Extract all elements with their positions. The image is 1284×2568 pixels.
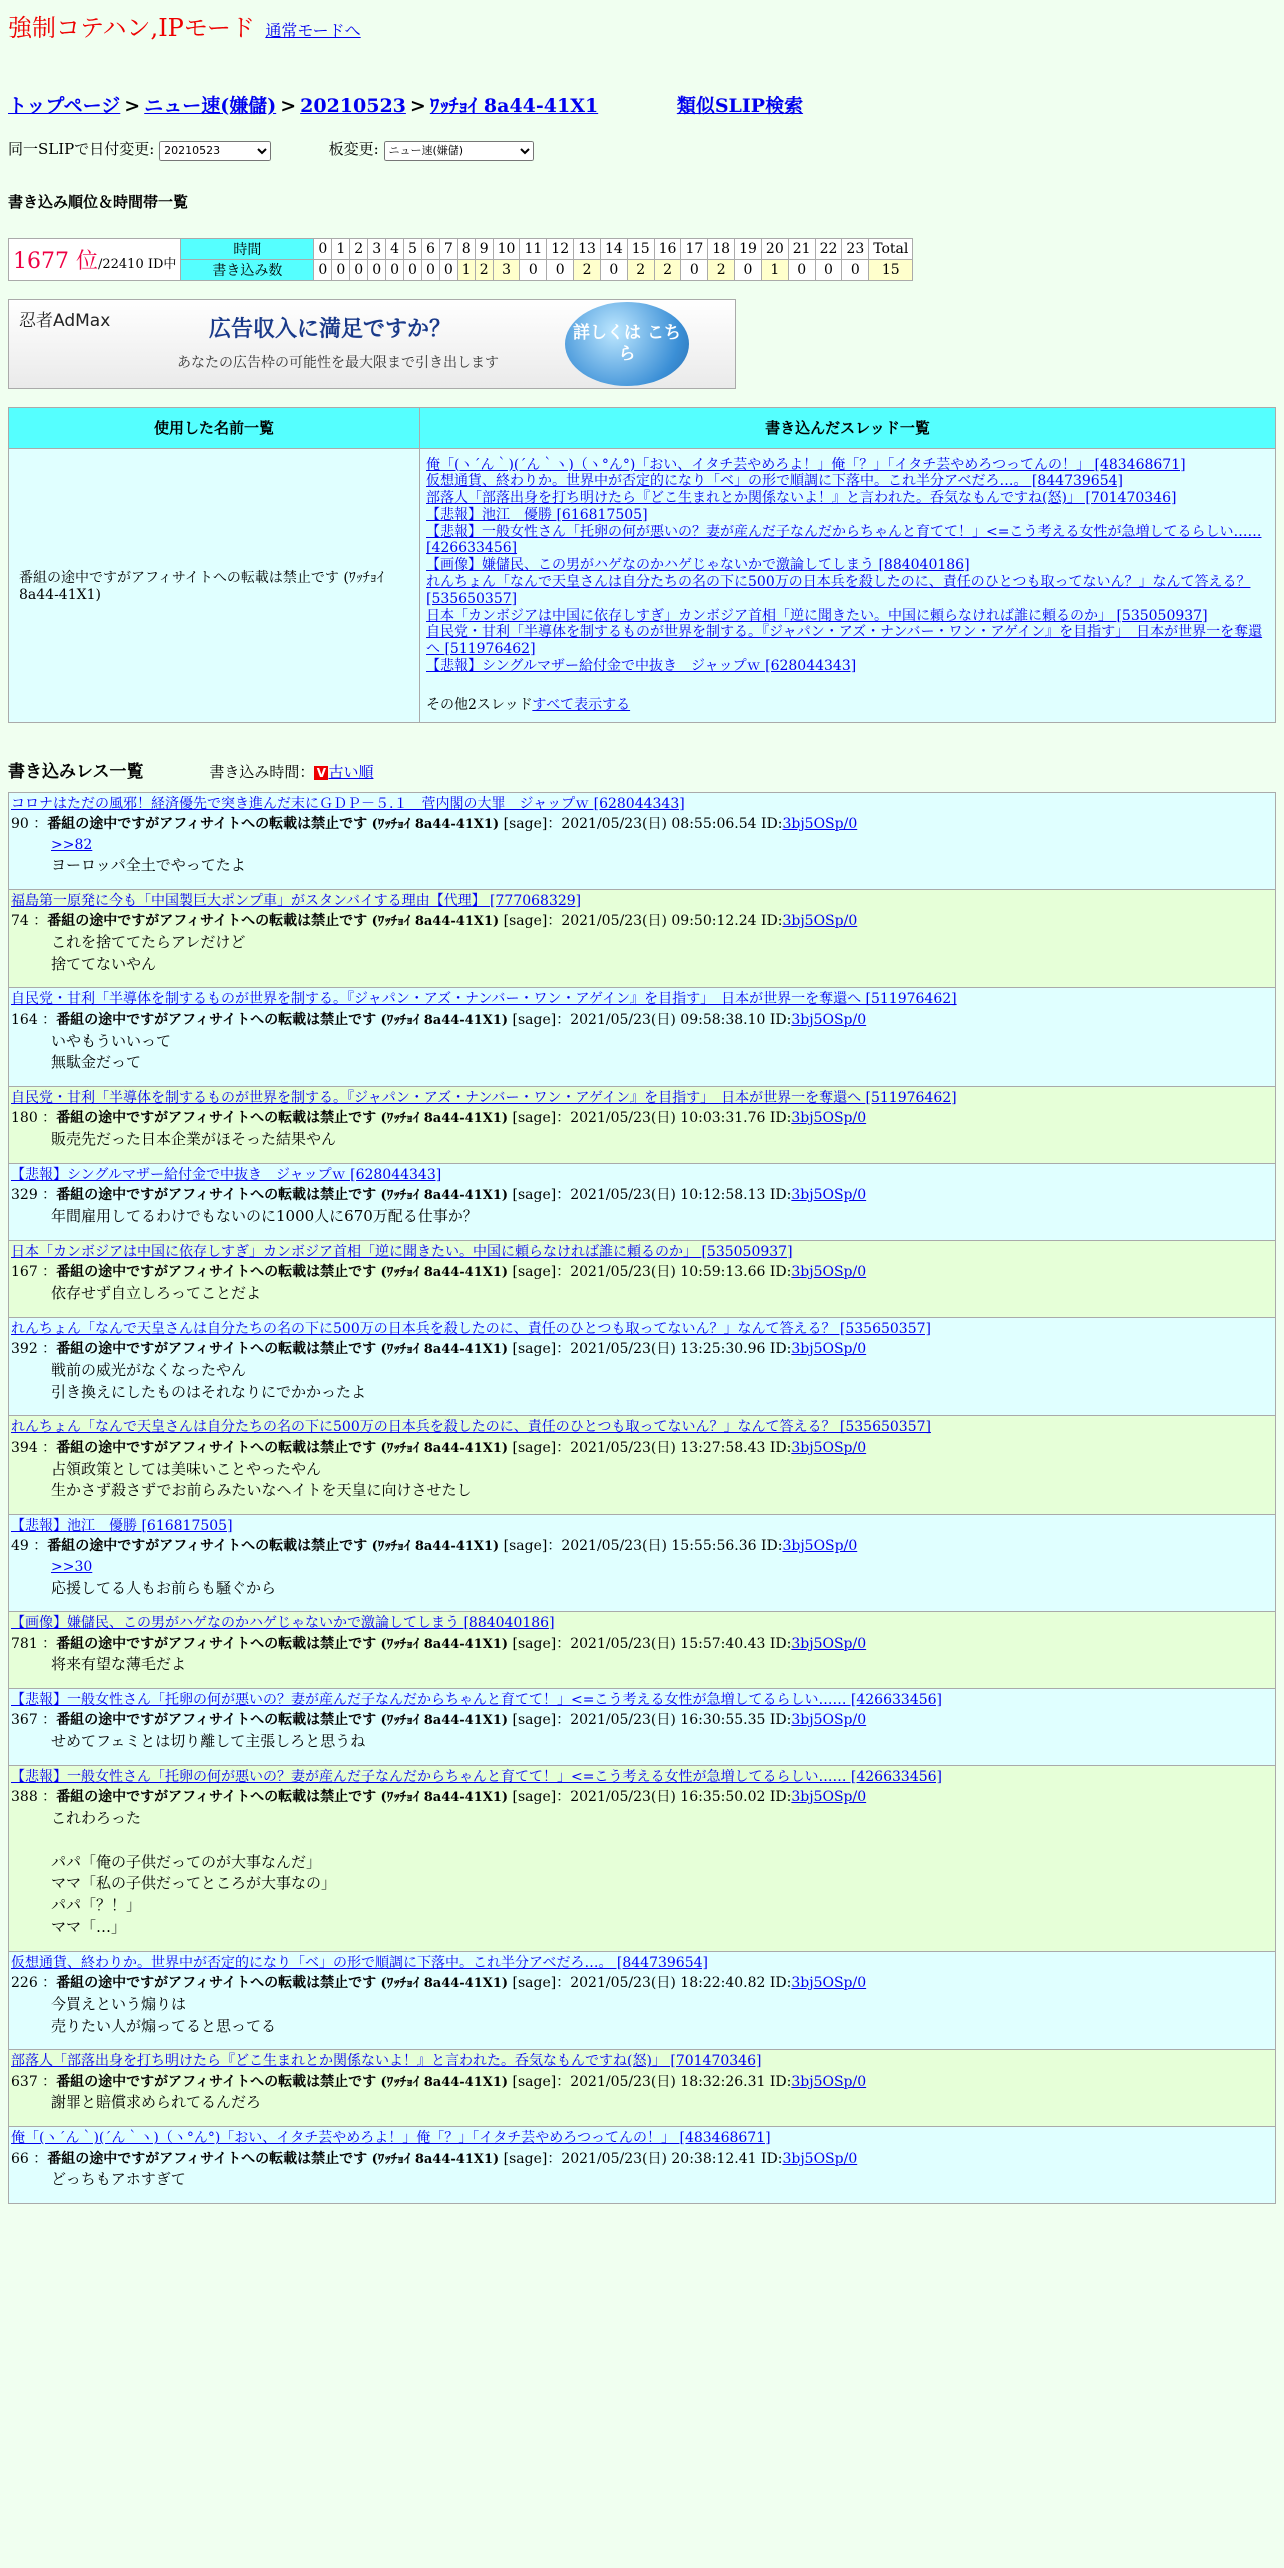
post-date: 2021/05/23(日) 10:59:13.66	[570, 1264, 766, 1281]
rank-cell	[9, 238, 181, 280]
post-number: 226	[11, 1974, 38, 1991]
post-meta: 394 ：番組の途中ですがアフィサイトへの転載は禁止です (ﾜｯﾁｮｲ 8a44-41X1) [sage]：2021/05/23(日) 13:27:58.43 ID:3bj5OSp/0	[11, 1439, 867, 1456]
post-mail: [sage]	[503, 815, 548, 832]
post-thread-link[interactable]: 部落人「部落出身を打ち明けたら『どこ生まれとか関係ないよ！』と言われた。呑気なもんですね(怒)」 [701470346]	[11, 2053, 762, 2070]
post-number: 49	[11, 1538, 29, 1555]
post-mail: [sage]	[512, 1439, 557, 1456]
thread-link[interactable]: 自民党・甘利「半導体を制するものが世界を制する。『ジャパン・アズ・ナンバー・ワン・アゲイン』を目指す」 日本が世界一を奪還へ [511976462]	[426, 624, 1263, 658]
post-trip: (ﾜｯﾁｮｲ 8a44-41X1)	[380, 1012, 509, 1028]
count-cell: 0	[600, 259, 627, 280]
post-trip: (ﾜｯﾁｮｲ 8a44-41X1)	[380, 1342, 509, 1358]
post-author-name: 番組の途中ですがアフィサイトへの転載は禁止です	[47, 1538, 368, 1555]
post-item	[9, 2050, 1275, 2127]
post-trip: (ﾜｯﾁｮｲ 8a44-41X1)	[380, 1188, 509, 1204]
post-date: 2021/05/23(日) 13:27:58.43	[570, 1439, 766, 1456]
hour-cell: 6	[421, 238, 439, 259]
post-author-name: 番組の途中ですがアフィサイトへの転載は禁止です	[56, 1712, 377, 1729]
hour-cell: 20	[761, 238, 788, 259]
hour-cell: 2	[350, 238, 368, 259]
posts-heading	[8, 757, 1276, 782]
count-cell: 0	[314, 259, 332, 280]
post-item	[9, 793, 1275, 890]
post-id-link[interactable]: 3bj5OSp/0	[791, 1439, 867, 1456]
rank-heading: 書き込み順位＆時間帯一覧	[8, 192, 189, 211]
post-thread-link[interactable]: れんちょん「なんで天皇さんは自分たちの名の下に500万の日本兵を殺したのに、責任のひとつも取ってないん？」なんて答える？ [535650357]	[11, 1320, 931, 1337]
count-cell: 1	[457, 259, 475, 280]
post-author-name: 番組の途中ですがアフィサイトへの転載は禁止です	[56, 1264, 377, 1281]
used-name: 番組の途中ですがアフィサイトへの転載は禁止です (ﾜｯﾁｮｲ 8a44-41X1)	[9, 448, 420, 722]
post-trip: (ﾜｯﾁｮｲ 8a44-41X1)	[380, 1713, 509, 1729]
post-item	[9, 1318, 1275, 1417]
show-all-threads-link[interactable]: すべて表示する	[532, 696, 631, 713]
post-number: 66	[11, 2150, 29, 2167]
post-body: これわろった パパ「俺の子供だってのが大事なんだ」 ママ「私の子供だってところが大事なの」 パパ「？！」 ママ「…」	[51, 1809, 337, 1936]
count-cell: 0	[788, 259, 815, 280]
post-id-link[interactable]: 3bj5OSp/0	[791, 1110, 867, 1127]
hour-cell: 8	[457, 238, 475, 259]
sort-down-icon[interactable]: V	[314, 766, 328, 780]
post-item	[9, 1416, 1275, 1515]
page-header	[8, 8, 1276, 43]
post-item	[9, 1241, 1275, 1318]
post-number: 388	[11, 1789, 38, 1806]
post-id-link[interactable]: 3bj5OSp/0	[791, 1341, 867, 1358]
post-id-link[interactable]: 3bj5OSp/0	[782, 1538, 858, 1555]
post-meta: 164 ：番組の途中ですがアフィサイトへの転載は禁止です (ﾜｯﾁｮｲ 8a44-41X1) [sage]：2021/05/23(日) 09:58:38.10 ID:3bj5OSp/0	[11, 1011, 867, 1028]
post-item	[9, 1612, 1275, 1689]
post-reply-anchor[interactable]: >>30	[51, 1559, 93, 1576]
post-meta: 49 ：番組の途中ですがアフィサイトへの転載は禁止です (ﾜｯﾁｮｲ 8a44-41X1) [sage]：2021/05/23(日) 15:55:56.36 ID:3bj5OSp/0	[11, 1538, 858, 1555]
hours-label: 時間	[181, 238, 314, 259]
post-trip: (ﾜｯﾁｮｲ 8a44-41X1)	[380, 1111, 509, 1127]
hour-cell: 13	[574, 238, 601, 259]
post-body: 販売先だった日本企業がほそった結果やん	[51, 1130, 337, 1149]
posts-heading-title: 書き込みレス一覧	[8, 761, 144, 782]
post-body: ヨーロッパ全土でやってたよ	[51, 856, 246, 875]
post-number: 781	[11, 1635, 38, 1652]
post-author-name: 番組の途中ですがアフィサイトへの転載は禁止です	[47, 815, 368, 832]
post-trip: (ﾜｯﾁｮｲ 8a44-41X1)	[371, 914, 500, 930]
post-item	[9, 988, 1275, 1087]
normal-mode-link[interactable]: 通常モードへ	[265, 21, 361, 40]
post-thread-link[interactable]: 日本「カンボジアは中国に依存しすぎ」カンボジア首相「逆に聞きたい。中国に頼らなければ誰に頼るのか」 [535050937]	[11, 1243, 793, 1260]
post-meta: 781 ：番組の途中ですがアフィサイトへの転載は禁止です (ﾜｯﾁｮｲ 8a44-41X1) [sage]：2021/05/23(日) 15:57:40.43 ID:3bj5OSp/0	[11, 1635, 867, 1652]
threads-header: 書き込んだスレッド一覧	[420, 407, 1276, 448]
post-id-link[interactable]: 3bj5OSp/0	[791, 2073, 867, 2090]
post-trip: (ﾜｯﾁｮｲ 8a44-41X1)	[380, 1440, 509, 1456]
hour-cell: 4	[386, 238, 404, 259]
ad-details-button[interactable]: 詳しくは こちら	[565, 302, 689, 386]
post-trip: (ﾜｯﾁｮｲ 8a44-41X1)	[371, 816, 500, 832]
post-author-name: 番組の途中ですがアフィサイトへの転載は禁止です	[56, 1974, 377, 1991]
count-cell: 0	[815, 259, 842, 280]
post-body: 依存せず自立しろってことだよ	[51, 1284, 262, 1303]
posts-list	[8, 792, 1276, 2204]
hour-cell: 21	[788, 238, 815, 259]
post-date: 2021/05/23(日) 15:55:56.36	[561, 1538, 757, 1555]
post-meta: 90 ：番組の途中ですがアフィサイトへの転載は禁止です (ﾜｯﾁｮｲ 8a44-41X1) [sage]：2021/05/23(日) 08:55:06.54 ID:3bj5OSp/0	[11, 815, 858, 832]
post-number: 180	[11, 1110, 38, 1127]
post-body: せめてフェミとは切り離して主張しろと思うね	[51, 1732, 366, 1751]
post-id-link[interactable]: 3bj5OSp/0	[791, 1789, 867, 1806]
hour-cell: 17	[681, 238, 708, 259]
ad-subtext: あなたの広告枠の可能性を最大限まで引き出します	[177, 354, 499, 371]
post-number: 164	[11, 1011, 38, 1028]
count-cell: 0	[681, 259, 708, 280]
hour-cell: 19	[735, 238, 762, 259]
post-thread-link[interactable]: 【悲報】一般女性さん「托卵の何が悪いの？妻が産んだ子なんだからちゃんと育てて！」<=こう考える女性が急増してるらしい…… [426633456]	[11, 1692, 942, 1709]
post-thread-link[interactable]: 【画像】嫌儲民、この男がハゲなのかハゲじゃないかで激論してしまう [884040186]	[11, 1615, 555, 1632]
thread-link[interactable]: 仮想通貨、終わりか。世界中が否定的になり「ベ」の形で順調に下落中。これ半分アベだろ…。 [844739654]	[426, 473, 1123, 490]
post-mail: [sage]	[512, 1011, 557, 1028]
post-number: 329	[11, 1187, 38, 1204]
count-cell: 0	[439, 259, 457, 280]
post-body: 謝罪と賠償求められてるんだろ	[51, 2093, 262, 2112]
post-meta: 367 ：番組の途中ですがアフィサイトへの転載は禁止です (ﾜｯﾁｮｲ 8a44-41X1) [sage]：2021/05/23(日) 16:30:55.35 ID:3bj5OSp/0	[11, 1712, 867, 1729]
breadcrumb-separator: >	[124, 95, 141, 117]
count-cell: 0	[520, 259, 547, 280]
post-body: 戦前の威光がなくなったやん 引き換えにしたものはそれなりにでかかったよ	[51, 1360, 367, 1401]
post-meta: 167 ：番組の途中ですがアフィサイトへの転載は禁止です (ﾜｯﾁｮｲ 8a44-41X1) [sage]：2021/05/23(日) 10:59:13.66 ID:3bj5OSp/0	[11, 1264, 867, 1281]
post-id-link[interactable]: 3bj5OSp/0	[791, 1712, 867, 1729]
post-time-label: 書き込み時間：	[209, 762, 315, 781]
post-mail: [sage]	[503, 2150, 548, 2167]
count-cell: 0	[386, 259, 404, 280]
thread-link[interactable]: 日本「カンボジアは中国に依存しすぎ」カンボジア首相「逆に聞きたい。中国に頼らなければ誰に頼るのか」 [535050937]	[426, 607, 1208, 624]
post-mail: [sage]	[512, 1789, 557, 1806]
post-author-name: 番組の途中ですがアフィサイトへの転載は禁止です	[56, 1187, 377, 1204]
breadcrumb-slip-link[interactable]: ﾜｯﾁｮｲ 8a44-41X1	[429, 95, 599, 117]
post-id-link[interactable]: 3bj5OSp/0	[791, 1264, 867, 1281]
post-number: 637	[11, 2073, 38, 2090]
post-author-name: 番組の途中ですがアフィサイトへの転載は禁止です	[47, 2150, 368, 2167]
post-date: 2021/05/23(日) 08:55:06.54	[561, 815, 757, 832]
post-trip: (ﾜｯﾁｮｲ 8a44-41X1)	[380, 2074, 509, 2090]
post-item	[9, 890, 1275, 989]
post-trip: (ﾜｯﾁｮｲ 8a44-41X1)	[371, 2151, 500, 2167]
post-thread-link[interactable]: 【悲報】一般女性さん「托卵の何が悪いの？妻が産んだ子なんだからちゃんと育てて！」<=こう考える女性が急増してるらしい…… [426633456]	[11, 1769, 942, 1786]
post-mail: [sage]	[512, 1635, 557, 1652]
post-thread-link[interactable]: 【悲報】池江 優勝 [616817505]	[11, 1518, 233, 1535]
post-date: 2021/05/23(日) 16:30:55.35	[570, 1712, 766, 1729]
count-cell: 0	[842, 259, 869, 280]
post-thread-link[interactable]: れんちょん「なんで天皇さんは自分たちの名の下に500万の日本兵を殺したのに、責任のひとつも取ってないん？」なんて答える？ [535650357]	[11, 1419, 931, 1436]
post-item	[9, 1766, 1275, 1952]
post-date: 2021/05/23(日) 18:32:26.31	[570, 2073, 766, 2090]
count-cell: 0	[368, 259, 386, 280]
post-body: 将来有望な薄毛だよ	[51, 1655, 187, 1674]
post-item	[9, 1689, 1275, 1766]
post-number: 392	[11, 1341, 38, 1358]
post-body: 占領政策としては美味いことやったやん 生かさず殺さずでお前らみたいなヘイトを天皇に向けさせたし	[51, 1459, 472, 1500]
post-thread-link[interactable]: 俺「(ヽ´ん｀)(´ん｀ヽ)（ヽ°ん°)「おい、イタチ芸やめろよ！」俺「？」「イタチ芸やめろつってんの！」 [483468671]	[11, 2130, 771, 2147]
post-author-name: 番組の途中ですがアフィサイトへの転載は禁止です	[47, 913, 368, 930]
post-author-name: 番組の途中ですがアフィサイトへの転載は禁止です	[56, 1110, 377, 1127]
post-thread-link[interactable]: 【悲報】シングルマザー給付金で中抜き ジャップｗ [628044343]	[11, 1167, 442, 1184]
post-item	[9, 1164, 1275, 1241]
breadcrumb-separator: >	[280, 95, 297, 117]
hour-cell: 23	[842, 238, 869, 259]
post-meta: 66 ：番組の途中ですがアフィサイトへの転載は禁止です (ﾜｯﾁｮｲ 8a44-41X1) [sage]：2021/05/23(日) 20:38:12.41 ID:3bj5OSp/0	[11, 2150, 858, 2167]
thread-link[interactable]: 部落人「部落出身を打ち明けたら『どこ生まれとか関係ないよ！』と言われた。呑気なもんですね(怒)」 [701470346]	[426, 490, 1177, 507]
post-date: 2021/05/23(日) 10:03:31.76	[570, 1110, 766, 1127]
post-id-link[interactable]: 3bj5OSp/0	[782, 815, 858, 832]
page-title: 強制コテハン,IPモード	[8, 14, 255, 42]
post-id-link[interactable]: 3bj5OSp/0	[791, 1635, 867, 1652]
date-select-label: 同一SLIPで日付変更:	[8, 140, 155, 158]
ad-headline: 広告収入に満足ですか？	[209, 316, 452, 342]
post-date: 2021/05/23(日) 09:58:38.10	[570, 1011, 766, 1028]
count-cell: 0	[547, 259, 574, 280]
board-select[interactable]	[384, 141, 534, 161]
post-date: 2021/05/23(日) 18:22:40.82	[570, 1974, 766, 1991]
post-author-name: 番組の途中ですがアフィサイトへの転載は禁止です	[56, 1341, 377, 1358]
ad-banner[interactable]	[8, 299, 736, 389]
post-author-name: 番組の途中ですがアフィサイトへの転載は禁止です	[56, 1011, 377, 1028]
count-total: 15	[869, 259, 913, 280]
post-date: 2021/05/23(日) 13:25:30.96	[570, 1341, 766, 1358]
post-body: これを捨ててたらアレだけど 捨ててないやん	[51, 932, 246, 973]
post-mail: [sage]	[512, 1974, 557, 1991]
count-cell: 3	[493, 259, 520, 280]
post-number: 90	[11, 815, 29, 832]
post-body: 応援してる人もお前らも騒ぐから	[51, 1578, 277, 1597]
count-cell: 0	[735, 259, 762, 280]
post-mail: [sage]	[512, 1187, 557, 1204]
hour-cell: 15	[627, 238, 654, 259]
hour-cell: 22	[815, 238, 842, 259]
count-cell: 0	[350, 259, 368, 280]
post-author-name: 番組の途中ですがアフィサイトへの転載は禁止です	[56, 1439, 377, 1456]
post-thread-link[interactable]: 自民党・甘利「半導体を制するものが世界を制する。『ジャパン・アズ・ナンバー・ワン・アゲイン』を目指す」 日本が世界一を奪還へ [511976462]	[11, 991, 957, 1008]
count-cell: 1	[761, 259, 788, 280]
thread-link[interactable]: 俺「(ヽ´ん｀)(´ん｀ヽ)（ヽ°ん°)「おい、イタチ芸やめろよ！」俺「？」「イタチ芸やめろつってんの！」 [483468671]	[426, 456, 1186, 473]
post-mail: [sage]	[512, 2073, 557, 2090]
post-reply-anchor[interactable]: >>82	[51, 836, 93, 853]
ad-brand-logo: 忍者AdMax	[19, 310, 111, 331]
thread-link[interactable]: れんちょん「なんで天皇さんは自分たちの名の下に500万の日本兵を殺したのに、責任のひとつも取ってないん？」なんて答える？ [535650357]	[426, 574, 1251, 607]
post-meta: 392 ：番組の途中ですがアフィサイトへの転載は禁止です (ﾜｯﾁｮｲ 8a44-41X1) [sage]：2021/05/23(日) 13:25:30.96 ID:3bj5OSp/0	[11, 1341, 867, 1358]
post-author-name: 番組の途中ですがアフィサイトへの転載は禁止です	[56, 1635, 377, 1652]
post-trip: (ﾜｯﾁｮｲ 8a44-41X1)	[380, 1636, 509, 1652]
hour-cell: 1	[332, 238, 350, 259]
post-thread-link[interactable]: コロナはただの風邪！経済優先で突き進んだ末にＧＤＰ－５.１ 菅内閣の大罪 ジャップｗ [628044343]	[11, 795, 685, 812]
post-id-link[interactable]: 3bj5OSp/0	[791, 1974, 867, 1991]
post-date: 2021/05/23(日) 10:12:58.13	[570, 1187, 766, 1204]
thread-link[interactable]: 【画像】嫌儲民、この男がハゲなのかハゲじゃないかで激論してしまう [884040186]	[426, 557, 970, 574]
rank-number: 1677 位	[13, 248, 98, 274]
hour-cell: 18	[708, 238, 735, 259]
post-item	[9, 2127, 1275, 2203]
post-thread-link[interactable]: 自民党・甘利「半導体を制するものが世界を制する。『ジャパン・アズ・ナンバー・ワン・アゲイン』を目指す」 日本が世界一を奪還へ [511976462]	[11, 1090, 957, 1107]
breadcrumb-board-link[interactable]: ニュー速(嫌儲)	[144, 95, 277, 117]
rank-table	[8, 238, 913, 281]
post-body: いやもういいって 無駄金だって	[51, 1031, 172, 1072]
hour-cell: 16	[654, 238, 681, 259]
hour-cell: 7	[439, 238, 457, 259]
names-header: 使用した名前一覧	[9, 407, 420, 448]
count-cell: 2	[708, 259, 735, 280]
hour-cell: 14	[600, 238, 627, 259]
breadcrumb-date-link[interactable]: 20210523	[300, 95, 406, 117]
count-cell: 0	[421, 259, 439, 280]
count-cell: 2	[654, 259, 681, 280]
post-date: 2021/05/23(日) 09:50:12.24	[561, 913, 757, 930]
post-date: 2021/05/23(日) 15:57:40.43	[570, 1635, 766, 1652]
count-cell: 2	[574, 259, 601, 280]
post-meta: 180 ：番組の途中ですがアフィサイトへの転載は禁止です (ﾜｯﾁｮｲ 8a44-41X1) [sage]：2021/05/23(日) 10:03:31.76 ID:3bj5OSp/0	[11, 1110, 867, 1127]
post-number: 167	[11, 1264, 38, 1281]
date-select[interactable]	[159, 141, 271, 161]
post-number: 367	[11, 1712, 38, 1729]
post-mail: [sage]	[503, 1538, 548, 1555]
names-threads-table	[8, 407, 1276, 723]
rank-total: /22410 ID中	[97, 256, 177, 272]
count-cell: 2	[627, 259, 654, 280]
more-threads	[426, 697, 1269, 714]
more-threads-label: その他2スレッド	[426, 696, 533, 713]
post-thread-link[interactable]: 仮想通貨、終わりか。世界中が否定的になり「ベ」の形で順調に下落中。これ半分アベだろ…。 [844739654]	[11, 1954, 708, 1971]
hour-total-label: Total	[869, 238, 913, 259]
post-body: どっちもアホすぎて	[51, 2170, 186, 2189]
post-meta: 637 ：番組の途中ですがアフィサイトへの転載は禁止です (ﾜｯﾁｮｲ 8a44-41X1) [sage]：2021/05/23(日) 18:32:26.31 ID:3bj5OSp/0	[11, 2073, 867, 2090]
post-author-name: 番組の途中ですがアフィサイトへの転載は禁止です	[56, 2073, 377, 2090]
count-cell: 0	[332, 259, 350, 280]
post-body: 今買えという煽りは 売りたい人が煽ってると思ってる	[51, 1994, 277, 2035]
board-select-label: 板変更:	[328, 140, 379, 158]
count-cell: 2	[475, 259, 493, 280]
thread-link[interactable]: 【悲報】池江 優勝 [616817505]	[426, 506, 648, 523]
similar-slip-search-link[interactable]: 類似SLIP検索	[676, 95, 804, 117]
post-item	[9, 1515, 1275, 1612]
breadcrumb-separator: >	[409, 95, 426, 117]
post-mail: [sage]	[512, 1341, 557, 1358]
post-date: 2021/05/23(日) 20:38:12.41	[561, 2150, 757, 2167]
post-mail: [sage]	[512, 1712, 557, 1729]
hour-cell: 9	[475, 238, 493, 259]
post-meta: 388 ：番組の途中ですがアフィサイトへの転載は禁止です (ﾜｯﾁｮｲ 8a44-41X1) [sage]：2021/05/23(日) 16:35:50.02 ID:3bj5OSp/0	[11, 1789, 867, 1806]
count-cell: 0	[404, 259, 422, 280]
hour-cell: 3	[368, 238, 386, 259]
post-mail: [sage]	[503, 913, 548, 930]
post-author-name: 番組の途中ですがアフィサイトへの転載は禁止です	[56, 1789, 377, 1806]
post-trip: (ﾜｯﾁｮｲ 8a44-41X1)	[380, 1265, 509, 1281]
breadcrumb	[8, 91, 1276, 118]
post-id-link[interactable]: 3bj5OSp/0	[782, 2150, 858, 2167]
hour-cell: 12	[547, 238, 574, 259]
thread-link[interactable]: 【悲報】シングルマザー給付金で中抜き ジャップｗ [628044343]	[426, 658, 857, 675]
post-mail: [sage]	[512, 1110, 557, 1127]
post-number: 394	[11, 1439, 38, 1456]
hour-cell: 0	[314, 238, 332, 259]
selectors-row	[8, 138, 1276, 161]
hour-cell: 11	[520, 238, 547, 259]
post-number: 74	[11, 913, 29, 930]
post-trip: (ﾜｯﾁｮｲ 8a44-41X1)	[380, 1975, 509, 1991]
thread-link[interactable]: 【悲報】一般女性さん「托卵の何が悪いの？妻が産んだ子なんだからちゃんと育てて！」<=こう考える女性が急増してるらしい…… [426633456]	[426, 523, 1262, 557]
breadcrumb-top-link[interactable]: トップページ	[8, 95, 121, 117]
hour-cell: 5	[404, 238, 422, 259]
thread-list	[420, 448, 1276, 722]
post-item	[9, 1952, 1275, 2051]
post-meta: 329 ：番組の途中ですがアフィサイトへの転載は禁止です (ﾜｯﾁｮｲ 8a44-41X1) [sage]：2021/05/23(日) 10:12:58.13 ID:3bj5OSp/0	[11, 1187, 867, 1204]
post-thread-link[interactable]: 福島第一原発に今も「中国製巨大ポンプ車」がスタンバイする理由【代理】 [777068329]	[11, 892, 582, 909]
post-body: 年間雇用してるわけでもないのに1000人に670万配る仕事か？	[51, 1207, 478, 1226]
counts-label: 書き込み数	[181, 259, 314, 280]
sort-oldest-link[interactable]: 古い順	[328, 762, 374, 781]
post-meta: 74 ：番組の途中ですがアフィサイトへの転載は禁止です (ﾜｯﾁｮｲ 8a44-41X1) [sage]：2021/05/23(日) 09:50:12.24 ID:3bj5OSp/0	[11, 913, 858, 930]
hour-cell: 10	[493, 238, 520, 259]
post-item	[9, 1087, 1275, 1164]
post-mail: [sage]	[512, 1264, 557, 1281]
post-id-link[interactable]: 3bj5OSp/0	[782, 913, 858, 930]
post-meta: 226 ：番組の途中ですがアフィサイトへの転載は禁止です (ﾜｯﾁｮｲ 8a44-41X1) [sage]：2021/05/23(日) 18:22:40.82 ID:3bj5OSp/0	[11, 1974, 867, 1991]
post-date: 2021/05/23(日) 16:35:50.02	[570, 1789, 766, 1806]
post-trip: (ﾜｯﾁｮｲ 8a44-41X1)	[371, 1539, 500, 1555]
post-id-link[interactable]: 3bj5OSp/0	[791, 1011, 867, 1028]
post-trip: (ﾜｯﾁｮｲ 8a44-41X1)	[380, 1790, 509, 1806]
post-id-link[interactable]: 3bj5OSp/0	[791, 1187, 867, 1204]
